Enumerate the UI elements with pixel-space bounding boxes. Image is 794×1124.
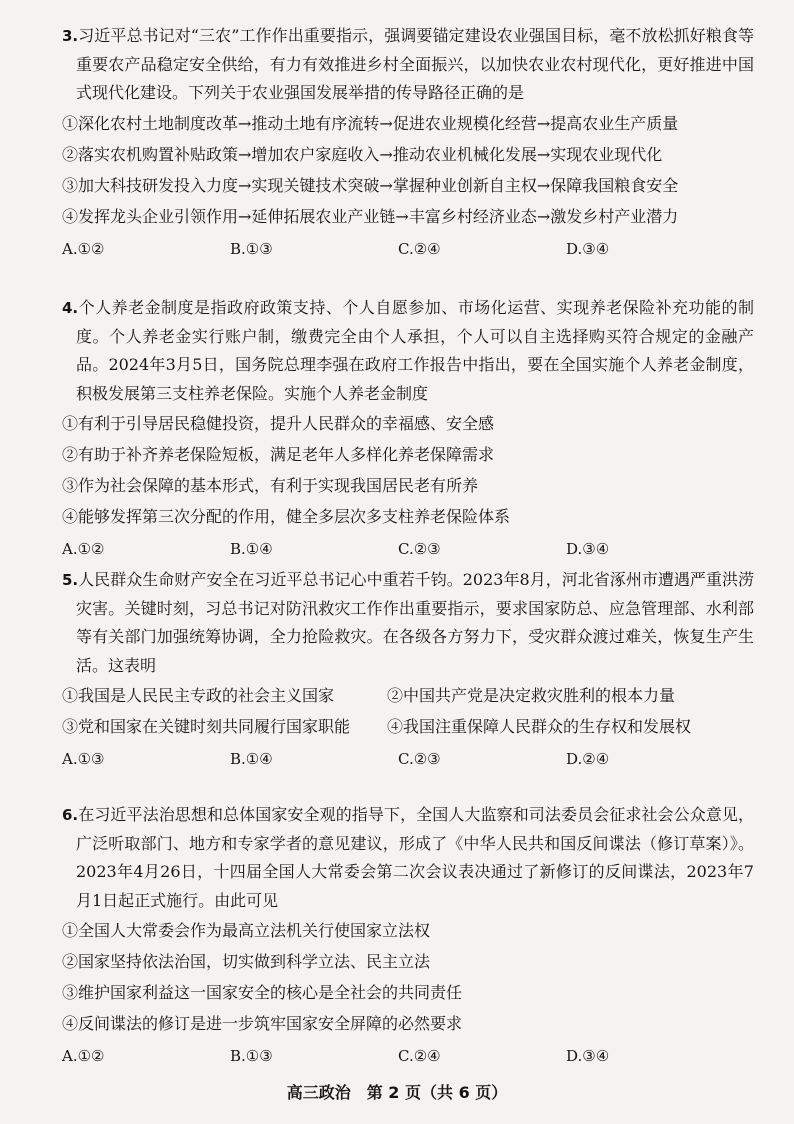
question-3-option-3: ③加大科技研发投入力度→实现关键技术突破→掌握种业创新自主权→保障我国粮食安全 [62,175,679,195]
question-3-option-1: ①深化农村土地制度改革→推动土地有序流转→促进农业规模化经营→提高农业生产质量 [62,113,679,133]
question-5-option-2: ②中国共产党是决定救灾胜利的根本力量 [387,686,676,705]
question-4-number: 4. [62,299,79,317]
question-6-answers [62,1039,754,1073]
question-3-option-2: ②落实农机购置补贴政策→增加农户家庭收入→推动农业机械化发展→实现农业现代化 [62,144,663,164]
question-3 [62,22,754,294]
question-6-option-1: ①全国人大常委会作为最高立法机关行使国家立法权 [62,921,431,940]
question-6-option-3: ③维护国家利益这一国家安全的核心是全社会的共同责任 [62,983,463,1002]
question-5-stem [62,566,754,680]
question-4-answer-a[interactable]: A.①② [62,540,105,558]
question-6-answer-c[interactable]: C.②④ [398,1047,441,1065]
question-4-stem [62,294,754,408]
question-4-option-2: ②有助于补齐养老保险短板，满足老年人多样化养老保障需求 [62,445,495,464]
question-5-option-1: ①我国是人民民主专政的社会主义国家 [62,686,335,705]
question-5-answer-a[interactable]: A.①③ [62,750,105,768]
question-6-answer-a[interactable]: A.①② [62,1047,105,1065]
question-4 [62,294,754,566]
question-5-answers [62,742,754,776]
question-6-option-2: ②国家坚持依法治国，切实做到科学立法、民主立法 [62,952,431,971]
question-4-option-1: ①有利于引导居民稳健投资，提升人民群众的幸福感、安全感 [62,414,495,433]
question-5 [62,566,754,801]
question-3-answers [62,232,754,266]
question-3-stem [62,22,754,108]
question-5-text: 人民群众生命财产安全在习近平总书记心中重若千钧。2023年8月，河北省涿州市遭遇严重洪涝灾害。关键时刻，习总书记对防汛救灾工作作出重要指示，要求国家防总、应急管理部、水利部等有关部门加强统筹协调，全力抢险救灾。在各级各方努力下，受灾群众渡过难关，恢复生产生活。这表明 [76,570,754,675]
question-3-number: 3. [62,27,79,45]
question-3-answer-d[interactable]: D.③④ [566,239,610,258]
question-6-answer-d[interactable]: D.③④ [566,1047,610,1065]
question-5-option-3: ③党和国家在关键时刻共同履行国家职能 [62,717,351,736]
question-5-number: 5. [62,571,79,589]
page-footer: 高三政治 第 2 页（共 6 页） [286,1083,508,1102]
question-3-answer-c[interactable]: C.②④ [398,239,441,258]
question-5-option-4: ④我国注重保障人民群众的生存权和发展权 [387,717,692,736]
question-5-answer-b[interactable]: B.①④ [230,750,273,768]
question-5-answer-d[interactable]: D.②④ [566,750,610,768]
question-3-answer-b[interactable]: B.①③ [230,239,273,258]
question-6-answer-b[interactable]: B.①③ [230,1047,273,1065]
question-5-answer-c[interactable]: C.②③ [398,750,441,768]
question-6-option-4: ④反间谍法的修订是进一步筑牢国家安全屏障的必然要求 [62,1014,463,1033]
question-6-text: 在习近平法治思想和总体国家安全观的指导下，全国人大监察和司法委员会征求社会公众意见，广泛听取部门、地方和专家学者的意见建议，形成了《中华人民共和国反间谍法（修订草案）》。2023年4月26日，十四届全国人大常委会第二次会议表决通过了新修订的反间谍法，2023年7月1日起正式施行。由此可见 [76,805,754,910]
question-4-text: 个人养老金制度是指政府政策支持、个人自愿参加、市场化运营、实现养老保险补充功能的制度。个人养老金实行账户制，缴费完全由个人承担，个人可以自主选择购买符合规定的金融产品。2024年3月5日，国务院总理李强在政府工作报告中指出，要在全国实施个人养老金制度，积极发展第三支柱养老保险。实施个人养老金制度 [76,298,754,403]
question-4-answer-b[interactable]: B.①④ [230,540,273,558]
question-6 [62,801,754,1073]
question-4-option-4: ④能够发挥第三次分配的作用，健全多层次多支柱养老保险体系 [62,507,511,526]
question-6-stem [62,801,754,915]
question-5-option-row-1 [62,680,754,711]
question-4-option-3: ③作为社会保障的基本形式，有利于实现我国居民老有所养 [62,476,479,495]
question-4-answer-c[interactable]: C.②③ [398,540,441,558]
question-3-text: 习近平总书记对“三农”工作作出重要指示，强调要锚定建设农业强国目标，毫不放松抓好粮食等重要农产品稳定安全供给，有力有效推进乡村全面振兴，以加快农业农村现代化，更好推进中国式现代化建设。下列关于农业强国发展举措的传导路径正确的是 [76,26,754,102]
question-5-option-row-2 [62,711,754,742]
question-4-answer-d[interactable]: D.③④ [566,540,610,558]
question-4-answers [62,532,754,566]
question-6-number: 6. [62,806,79,824]
question-3-answer-a[interactable]: A.①② [62,239,105,258]
question-3-option-4: ④发挥龙头企业引领作用→延伸拓展农业产业链→丰富乡村经济业态→激发乡村产业潜力 [62,206,679,226]
